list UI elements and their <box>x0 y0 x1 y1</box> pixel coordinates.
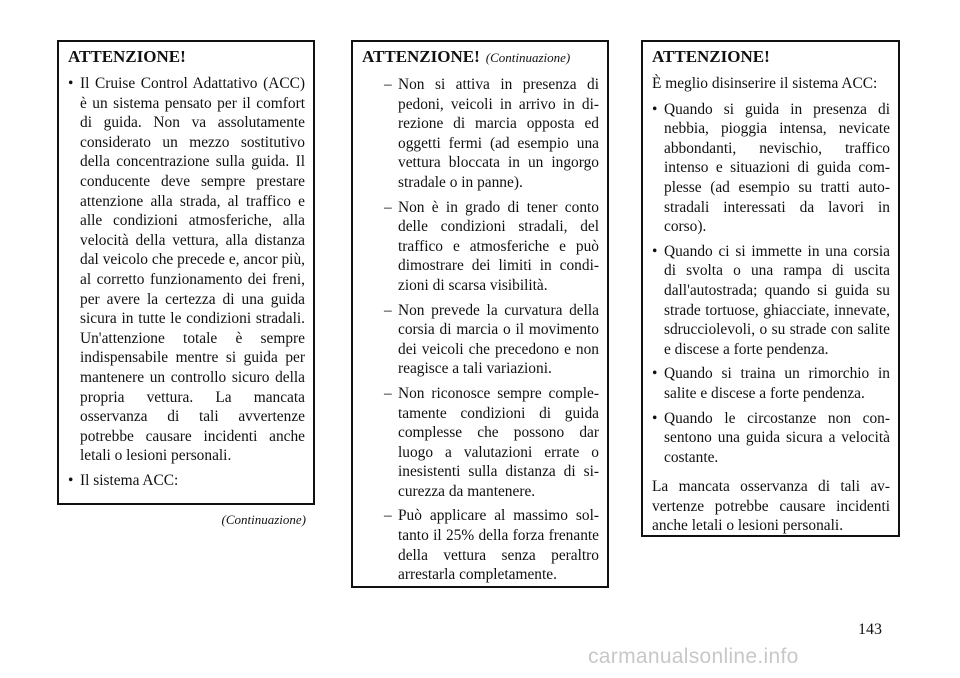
page-number: 143 <box>858 621 882 638</box>
warning-list <box>652 100 890 468</box>
warning-box-3 <box>641 40 900 537</box>
watermark: carmanualsonline.info <box>588 645 799 668</box>
warning-closing: La mancata osservanza di tali avvertenze potrebbe causare incidenti anche letali o lesioni personali. <box>652 478 890 535</box>
warning-title: ATTENZIONE! <box>68 47 186 66</box>
warning-box-1 <box>57 40 315 505</box>
warning-box-2 <box>351 40 609 588</box>
warning-title <box>362 46 599 69</box>
list-item: – Non prevede la curvatura della corsia di marcia o il movimento dei veicoli che precedono e non reagisce a tali variazioni. <box>362 301 599 379</box>
continuation-note: (Continuazione) <box>221 512 306 527</box>
list-item: • Quando ci si immette in una corsia di svolta o una rampa di uscita dall'autostrada; quando si guida su strade tortuose, ghiacciate, innevate, sdrucciolevoli, o su strade con salite e discese a forte pendenza. <box>652 242 890 360</box>
continuation-label: (Continuazione) <box>485 50 571 65</box>
warning-list <box>362 75 599 585</box>
list-item: – Non è in grado di tener conto delle condizioni stradali, del traffico e atmosferiche e può dimostrare dei limiti in condizioni di scarsa visibilità. <box>362 198 599 296</box>
list-item: • Il Cruise Control Adattativo (ACC) è un sistema pensato per il comfort di guida. Non va assolutamente considerato un mezzo sostitutivo della concentrazione sulla guida. Il conducente deve sempre prestare attenzione alla strada, al traffico e alle condizioni atmosferiche, alla velocità della vettura, alla distanza dal veicolo che precede e, ancor più, al corretto funzionamento dei freni, per avere la certezza di una guida sicura in tutte le condizioni stradali. Un'attenzione totale è sempre indispensabile mentre si guida per mantenere un controllo sicuro della propria vettura. La mancata osservanza di tali avvertenze potrebbe causare incidenti anche letali o lesioni personali. <box>68 74 305 466</box>
list-item: – Non si attiva in presenza di pedoni, veicoli in arrivo in direzione di marcia opposta ed oggetti fermi (ad esempio una vettura bloccata in un ingorgo stradale o in panne). <box>362 75 599 193</box>
warning-title: ATTENZIONE! <box>652 47 770 66</box>
list-item: • Quando si traina un rimorchio in salite e discese a forte pendenza. <box>652 364 890 403</box>
list-item: • Quando le circostanze non consentono una guida sicura a velocità costante. <box>652 409 890 468</box>
warning-list <box>68 74 305 490</box>
warning-title-text: ATTENZIONE! <box>362 47 480 66</box>
list-item: – Non riconosce sempre completamente condizioni di guida complesse che possono dar luogo a valutazioni errate o inesistenti sulla distanza di sicurezza da mantenere. <box>362 384 599 502</box>
warning-intro: È meglio disinserire il sistema ACC: <box>652 75 878 92</box>
list-item: – Può applicare al massimo soltanto il 25% della forza frenante della vettura senza peraltro arrestarla completamente. <box>362 506 599 584</box>
list-item: • Quando si guida in presenza di nebbia, pioggia intensa, nevicate abbondanti, nevischio, traffico intenso e situazioni di guida complesse (ad esempio su tratti autostradali interessati da lavori in corso). <box>652 100 890 237</box>
list-item: • Il sistema ACC: <box>68 471 305 491</box>
